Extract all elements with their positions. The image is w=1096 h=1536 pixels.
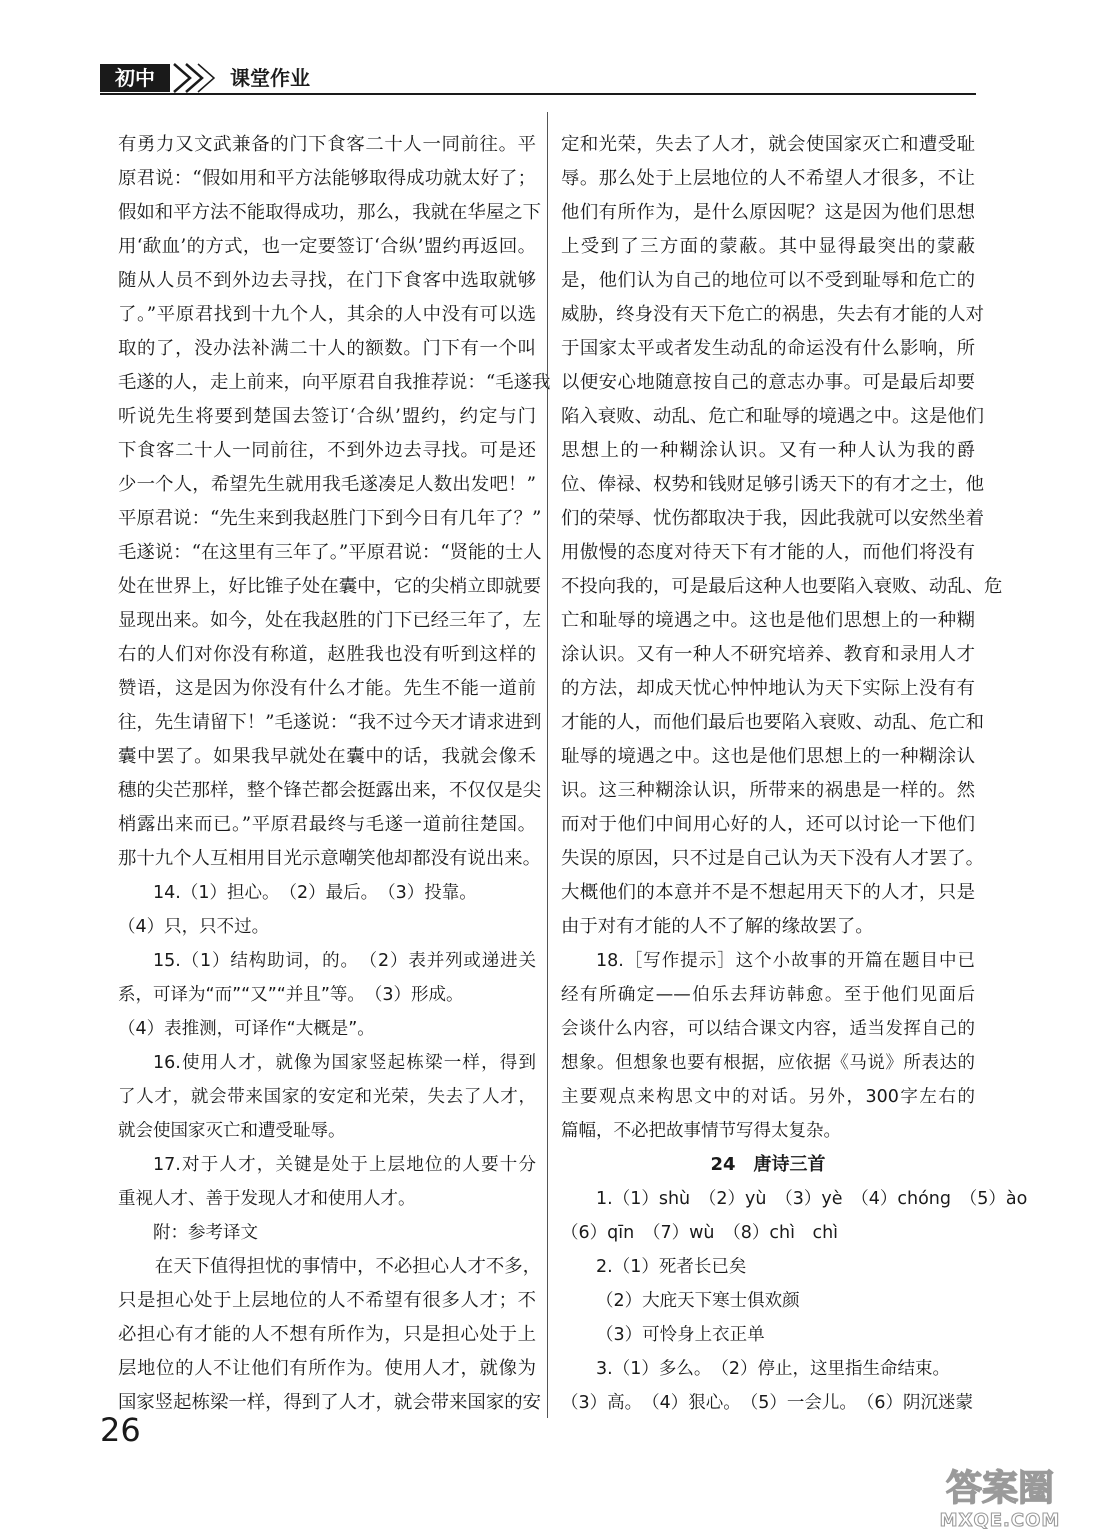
text-line: 由于对有才能的人不了解的缘故罢了。 [561,916,874,937]
text-line: 了人才，就会带来国家的安定和光荣，失去了人才， [118,1087,536,1107]
text-line: 14.（1）担心。 （2）最后。 （3）投靠。 [153,883,477,903]
text-line: 以便安心地随意按自己的意志办事。可是最后却要 [561,372,975,393]
text-line: 必担心有才能的人不想有所作为，只是担心处于上 [118,1324,536,1345]
text-line: 下食客二十人一同前往，不到外边去寻找。可是还 [118,440,536,461]
text-line: 囊中罢了。如果我早就处在囊中的话，我就会像禾 [118,746,536,767]
text-line: 少一个人，希望先生就用我毛遂凑足人数出发吧！” [118,474,536,495]
text-line: 威胁，终身没有天下危亡的祸患，失去有才能的人对 [561,304,984,325]
text-line: 16.使用人才，就像为国家竖起栋梁一样，得到 [153,1053,536,1073]
text-line: 右的人们对你没有称道，赵胜我也没有听到这样的 [118,644,536,665]
level-badge: 初中 [100,64,170,92]
text-line: 只是担心处于上层地位的人不希望有很多人才；不 [118,1290,536,1311]
text-line: 位、俸禄、权势和钱财足够引诱天下的有才之士，他 [561,474,984,495]
text-line: 显现出来。如今，处在我赵胜的门下已经三年了，左 [118,610,541,631]
text-line: 2.（1）死者长已矣 [596,1257,747,1277]
text-line: 处在世界上，好比锥子处在囊中，它的尖梢立即就要 [118,576,541,597]
text-line: 涂认识。又有一种人不研究培养、教育和录用人才 [561,644,975,665]
text-line: 失误的原因，只不过是自己认为天下没有人才罢了。 [561,848,984,869]
text-line: 毛遂说：“在这里有三年了。”平原君说：“贤能的士人 [118,542,542,563]
text-line: 穗的尖芒那样，整个锋芒都会挺露出来，不仅仅是尖 [118,780,541,801]
text-line: （4）表推测，可译作“大概是”。 [118,1019,375,1039]
text-line: 24 唐诗三首 [710,1154,826,1175]
text-line: （3）可怜身上衣正单 [596,1325,765,1345]
text-line: 而对于他们中间用心好的人，还可以讨论一下他们 [561,814,975,835]
text-line: 篇幅，不必把故事情节写得太复杂。 [561,1121,841,1141]
left-column [118,128,551,1420]
text-line: （3）高。 （4）狠心。 （5）一会儿。 （6）阴沉迷蒙 [561,1393,974,1413]
watermark-logo [920,1460,1080,1532]
text-line: 1.（1）shù （2）yù （3）yè （4）chóng （5）ào [596,1189,1028,1209]
text-line: 识。这三种糊涂认识，所带来的祸患是一样的。然 [561,780,975,801]
page-number: 26 [100,1411,141,1449]
watermark-sub: MXQE.COM [939,1510,1061,1531]
text-line: 上受到了三方面的蒙蔽。其中显得最突出的蒙蔽 [561,236,975,257]
text-line: 有勇力又文武兼备的门下食客二十人一同前往。平 [118,134,536,155]
text-line: 听说先生将要到楚国去签订‘合纵’盟约，约定与门 [118,406,536,427]
text-line: 那十九个人互相用目光示意嘲笑他却都没有说出来。 [118,848,541,869]
text-line: （2）大庇天下寒士俱欢颜 [596,1291,800,1311]
text-line: 于国家太平或者发生动乱的命运没有什么影响，所 [561,338,975,359]
text-line: 就会使国家灭亡和遭受耻辱。 [118,1121,346,1141]
text-line: 主要观点来构思文中的对话。另外，300字左右的 [561,1087,975,1107]
text-line: 假如和平方法不能取得成功，那么，我就在华屋之下 [118,202,541,223]
text-line: 梢露出来而已。”平原君最终与毛遂一道前往楚国。 [118,814,536,835]
text-line: 17.对于人才，关键是处于上层地位的人要十分 [153,1155,536,1175]
header-rule [100,93,976,95]
text-line: 赞语，这是因为你没有什么才能。先生不能一道前 [118,678,536,699]
text-line: （4）只，只不过。 [118,917,270,937]
text-line: 附：参考译文 [153,1223,258,1243]
text-line: 亡和耻辱的境遇之中。这也是他们思想上的一种糊 [561,610,975,631]
text-line: 层地位的人不让他们有所作为。使用人才，就像为 [118,1358,536,1379]
text-line: 往，先生请留下！”毛遂说：“我不过今天才请求进到 [118,712,542,733]
text-line: 们的荣辱、忧伤都取决于我，因此我就可以安然坐着 [561,508,984,529]
text-line: 15.（1）结构助词，的。 （2）表并列或递进关 [153,951,536,971]
text-line: 大概他们的本意并不是不想起用天下的人才，只是 [561,882,975,903]
text-line: 定和光荣，失去了人才，就会使国家灭亡和遭受耻 [561,134,975,155]
text-line: 会谈什么内容，可以结合课文内容，适当发挥自己的 [561,1019,975,1039]
text-line: 用傲慢的态度对待天下有才能的人，而他们将没有 [561,542,975,563]
watermark-main: 答案圈 [945,1468,1055,1509]
text-line: 不投向我的，可是最后这种人也要陷入衰败、动乱、危 [561,576,1003,597]
text-line: 国家竖起栋梁一样，得到了人才，就会带来国家的安 [118,1392,541,1413]
text-line: 原君说：“假如用和平方法能够取得成功就太好了； [118,168,536,189]
page-header [100,62,976,96]
column-divider [547,112,548,1418]
text-line: 在天下值得担忧的事情中，不必担心人才不多， [154,1256,542,1277]
text-line: 经有所确定——伯乐去拜访韩愈。至于他们见面后 [561,985,975,1005]
text-line: 3.（1）多么。 （2）停止，这里指生命结束。 [596,1359,950,1379]
text-line: 平原君说：“先生来到我赵胜门下到今日有几年了？” [118,508,542,529]
text-line: 想象。但想象也要有根据，应依据《马说》所表达的 [561,1053,975,1073]
double-chevron-icon [168,62,224,94]
text-line: 了。”平原君找到十九个人，其余的人中没有可以选 [118,304,536,325]
right-column [561,128,1028,1420]
text-line: （6）qīn （7）wù （8）chì chì [561,1223,839,1243]
text-line: 才能的人，而他们最后也要陷入衰败、动乱、危亡和 [561,712,984,733]
text-line: 陷入衰败、动乱、危亡和耻辱的境遇之中。这是他们 [561,406,984,427]
header-title: 课堂作业 [230,66,310,90]
text-line: 思想上的一种糊涂认识。又有一种人认为我的爵 [561,440,975,461]
text-line: 重视人才、善于发现人才和使用人才。 [118,1189,416,1209]
text-line: 取的了，没办法补满二十人的额数。门下有一个叫 [118,338,536,359]
text-line: 系，可译为“而”“又”“并且”等。 （3）形成。 [118,985,464,1005]
text-line: 随从人员不到外边去寻找，在门下食客中选取就够 [118,270,536,291]
text-line: 18.［写作提示］这个小故事的开篇在题目中已 [596,951,975,971]
text-line: 辱。那么处于上层地位的人不希望人才很多，不让 [561,168,975,189]
text-line: 他们有所作为，是什么原因呢？这是因为他们思想 [561,202,975,223]
text-line: 耻辱的境遇之中。这也是他们思想上的一种糊涂认 [561,746,975,767]
text-line: 是，他们认为自己的地位可以不受到耻辱和危亡的 [561,270,975,291]
text-line: 毛遂的人，走上前来，向平原君自我推荐说：“毛遂我 [118,372,551,393]
text-line: 用‘歃血’的方式，也一定要签订‘合纵’盟约再返回。 [118,236,536,257]
text-line: 的方法，却成天忧心忡忡地认为天下实际上没有有 [561,678,975,699]
